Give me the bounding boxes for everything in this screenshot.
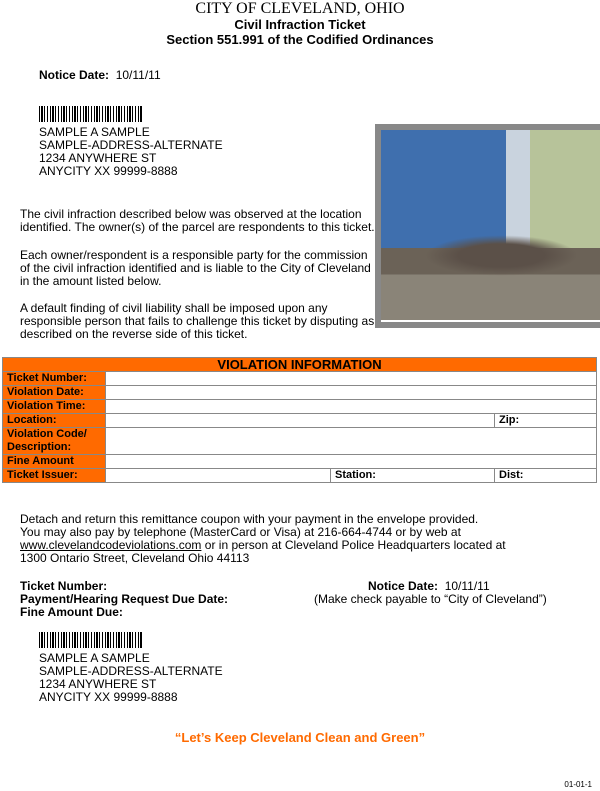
violation-table — [2, 357, 597, 483]
violation-photo — [375, 124, 600, 328]
ordinance-section: Section 551.991 of the Codified Ordinances — [166, 32, 434, 47]
city-name: CITY OF CLEVELAND, OHIO — [195, 0, 405, 17]
label-ticket-issuer: Ticket Issuer: — [3, 469, 106, 483]
barcode — [39, 106, 143, 122]
field-location[interactable] — [106, 414, 495, 428]
remittance-instructions: Detach and return this remittance coupon with your payment in the envelope provided. You may also pay by telephone (MasterCard or Visa) at 216-664-4744 or by web at www.clevelandcodeviolations.com or in person at Cleveland Police Headquarters located at 1300 Ontario Street, Cleveland Ohio 44113 — [20, 512, 506, 565]
field-zip[interactable]: Zip: — [495, 414, 597, 428]
field-ticket-number[interactable] — [106, 372, 597, 386]
check-payable-note: (Make check payable to “City of Cleveland”) — [314, 592, 547, 606]
field-violation-code[interactable] — [106, 428, 597, 455]
form-code: 01-01-1 — [564, 780, 592, 789]
slogan: “Let’s Keep Cleveland Clean and Green” — [174, 730, 426, 745]
field-violation-date[interactable] — [106, 386, 597, 400]
coupon-barcode — [39, 632, 143, 648]
field-ticket-issuer[interactable] — [106, 469, 331, 483]
field-station[interactable]: Station: — [331, 469, 495, 483]
field-fine-amount[interactable] — [106, 455, 597, 469]
recipient-address: SAMPLE A SAMPLE SAMPLE-ADDRESS-ALTERNATE 1234 ANYWHERE ST ANYCITY XX 99999-8888 — [39, 125, 223, 178]
coupon-labels: Ticket Number: Payment/Hearing Request Due Date: Fine Amount Due: — [20, 579, 229, 619]
paragraph-observed: The civil infraction described below was observed at the location identified. The owner(s) of the parcel are respondents to this ticket. — [20, 207, 375, 234]
payment-website-link[interactable]: www.clevelandcodeviolations.com — [20, 538, 202, 552]
label-violation-date: Violation Date: — [3, 386, 106, 400]
label-violation-time: Violation Time: — [3, 400, 106, 414]
field-violation-time[interactable] — [106, 400, 597, 414]
notice-date: Notice Date: 10/11/11 — [39, 68, 161, 82]
label-location: Location: — [3, 414, 106, 428]
coupon-address: SAMPLE A SAMPLE SAMPLE-ADDRESS-ALTERNATE 1234 ANYWHERE ST ANYCITY XX 99999-8888 — [39, 651, 223, 704]
field-dist[interactable]: Dist: — [495, 469, 597, 483]
paragraph-default: A default finding of civil liability shall be imposed upon any responsible person that fails to challenge this ticket by disputing as described on the reverse side of this ticket. — [20, 301, 375, 341]
ticket-title: Civil Infraction Ticket — [234, 17, 366, 32]
violation-header: VIOLATION INFORMATION — [3, 358, 597, 372]
label-fine-amount: Fine Amount — [3, 455, 106, 469]
label-violation-code: Violation Code/ Description: — [3, 428, 106, 455]
coupon-notice-date: Notice Date: 10/11/11 — [368, 579, 490, 593]
label-ticket-number: Ticket Number: — [3, 372, 106, 386]
paragraph-responsible: Each owner/respondent is a responsible party for the commission of the civil infraction identified and is liable to the City of Cleveland in the amount listed below. — [20, 248, 371, 288]
